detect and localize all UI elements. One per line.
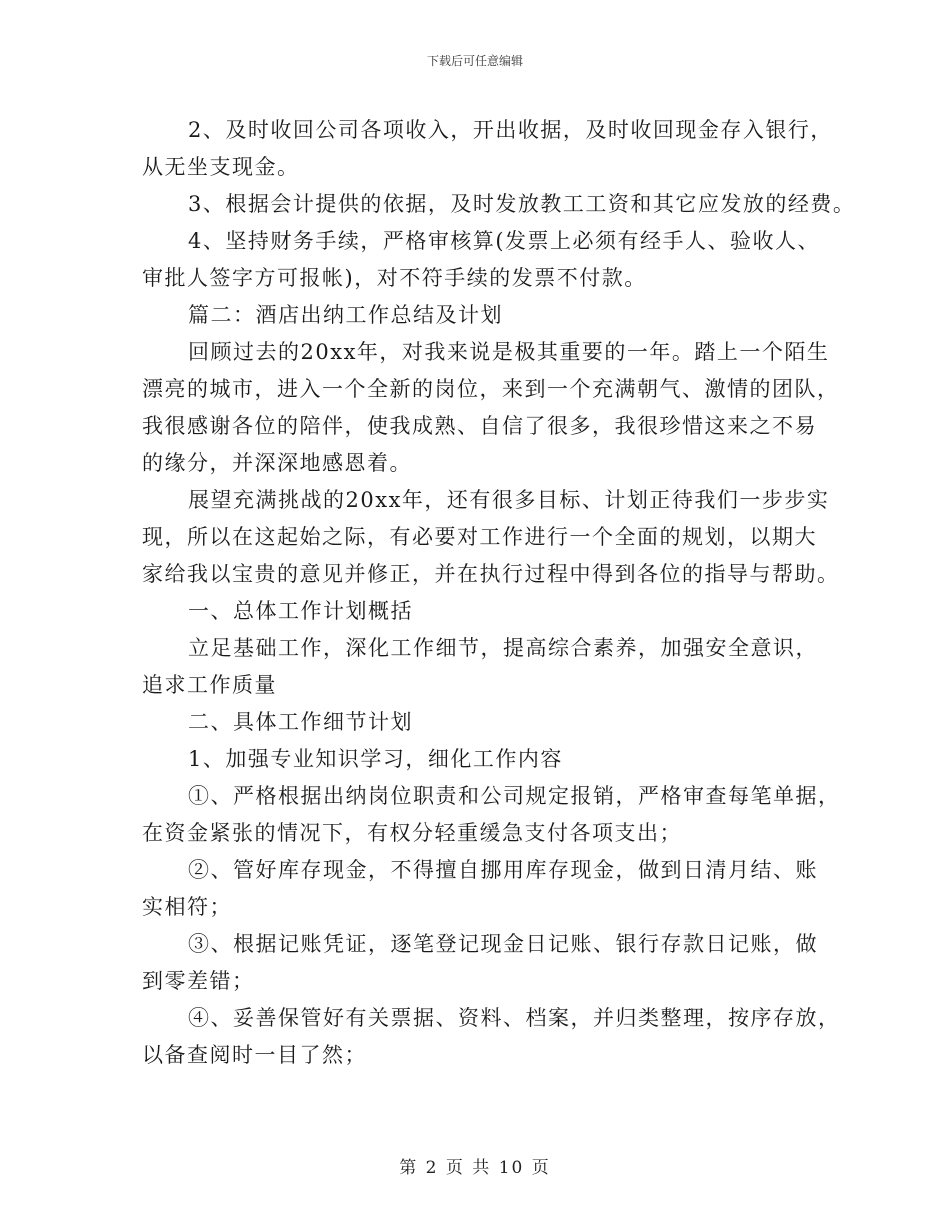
page-header: 下载后可任意编辑	[426, 54, 523, 68]
text-line: 篇二：酒店出纳工作总结及计划	[188, 303, 503, 327]
text-line: 从无坐支现金。	[142, 155, 300, 179]
text-line: 家给我以宝贵的意见并修正，并在执行过程中得到各位的指导与帮助。	[142, 562, 840, 586]
text-line: 审批人签字方可报帐)，对不符手续的发票不付款。	[142, 266, 647, 290]
text-line: 的缘分，并深深地感恩着。	[142, 451, 412, 475]
text-line: 展望充满挑战的20xx年，还有很多目标、计划正待我们一步步实	[188, 488, 830, 512]
text-line: 在资金紧张的情况下，有权分轻重缓急支付各项支出；	[142, 821, 682, 845]
text-line: 以备查阅时一目了然；	[142, 1043, 367, 1067]
document-body	[142, 112, 856, 1074]
text-line: 现，所以在这起始之际，有必要对工作进行一个全面的规划，以期大	[142, 525, 817, 549]
text-line: ④、妥善保管好有关票据、资料、档案，并归类整理，按序存放，	[188, 1006, 841, 1030]
text-line: 实相符；	[142, 895, 232, 919]
text-line: 一、总体工作计划概括	[188, 599, 413, 623]
text-line: ①、严格根据出纳岗位职责和公司规定报销，严格审查每笔单据，	[188, 784, 841, 808]
text-line: 3、根据会计提供的依据，及时发放教工工资和其它应发放的经费。	[188, 192, 856, 216]
text-line: 回顾过去的20xx年，对我来说是极其重要的一年。踏上一个陌生	[188, 340, 830, 364]
text-line: 4、坚持财务手续，严格审核算(发票上必须有经手人、验收人、	[188, 229, 821, 253]
text-line: 2、及时收回公司各项收入，开出收据，及时收回现金存入银行，	[188, 118, 833, 142]
page-footer: 第 2 页 共 10 页	[399, 1158, 551, 1178]
text-line: ③、根据记账凭证，逐笔登记现金日记账、银行存款日记账，做	[188, 932, 818, 956]
text-line: ②、管好库存现金，不得擅自挪用库存现金，做到日清月结、账	[188, 858, 818, 882]
text-line: 立足基础工作，深化工作细节，提高综合素养，加强安全意识，	[188, 636, 818, 660]
text-line: 二、具体工作细节计划	[188, 710, 413, 734]
text-line: 我很感谢各位的陪伴，使我成熟、自信了很多，我很珍惜这来之不易	[142, 414, 817, 438]
text-line: 到零差错；	[142, 969, 255, 993]
text-line: 追求工作质量	[142, 673, 277, 697]
text-line: 漂亮的城市，进入一个全新的岗位，来到一个充满朝气、激情的团队，	[142, 377, 840, 401]
text-line: 1、加强专业知识学习，细化工作内容	[188, 747, 563, 771]
